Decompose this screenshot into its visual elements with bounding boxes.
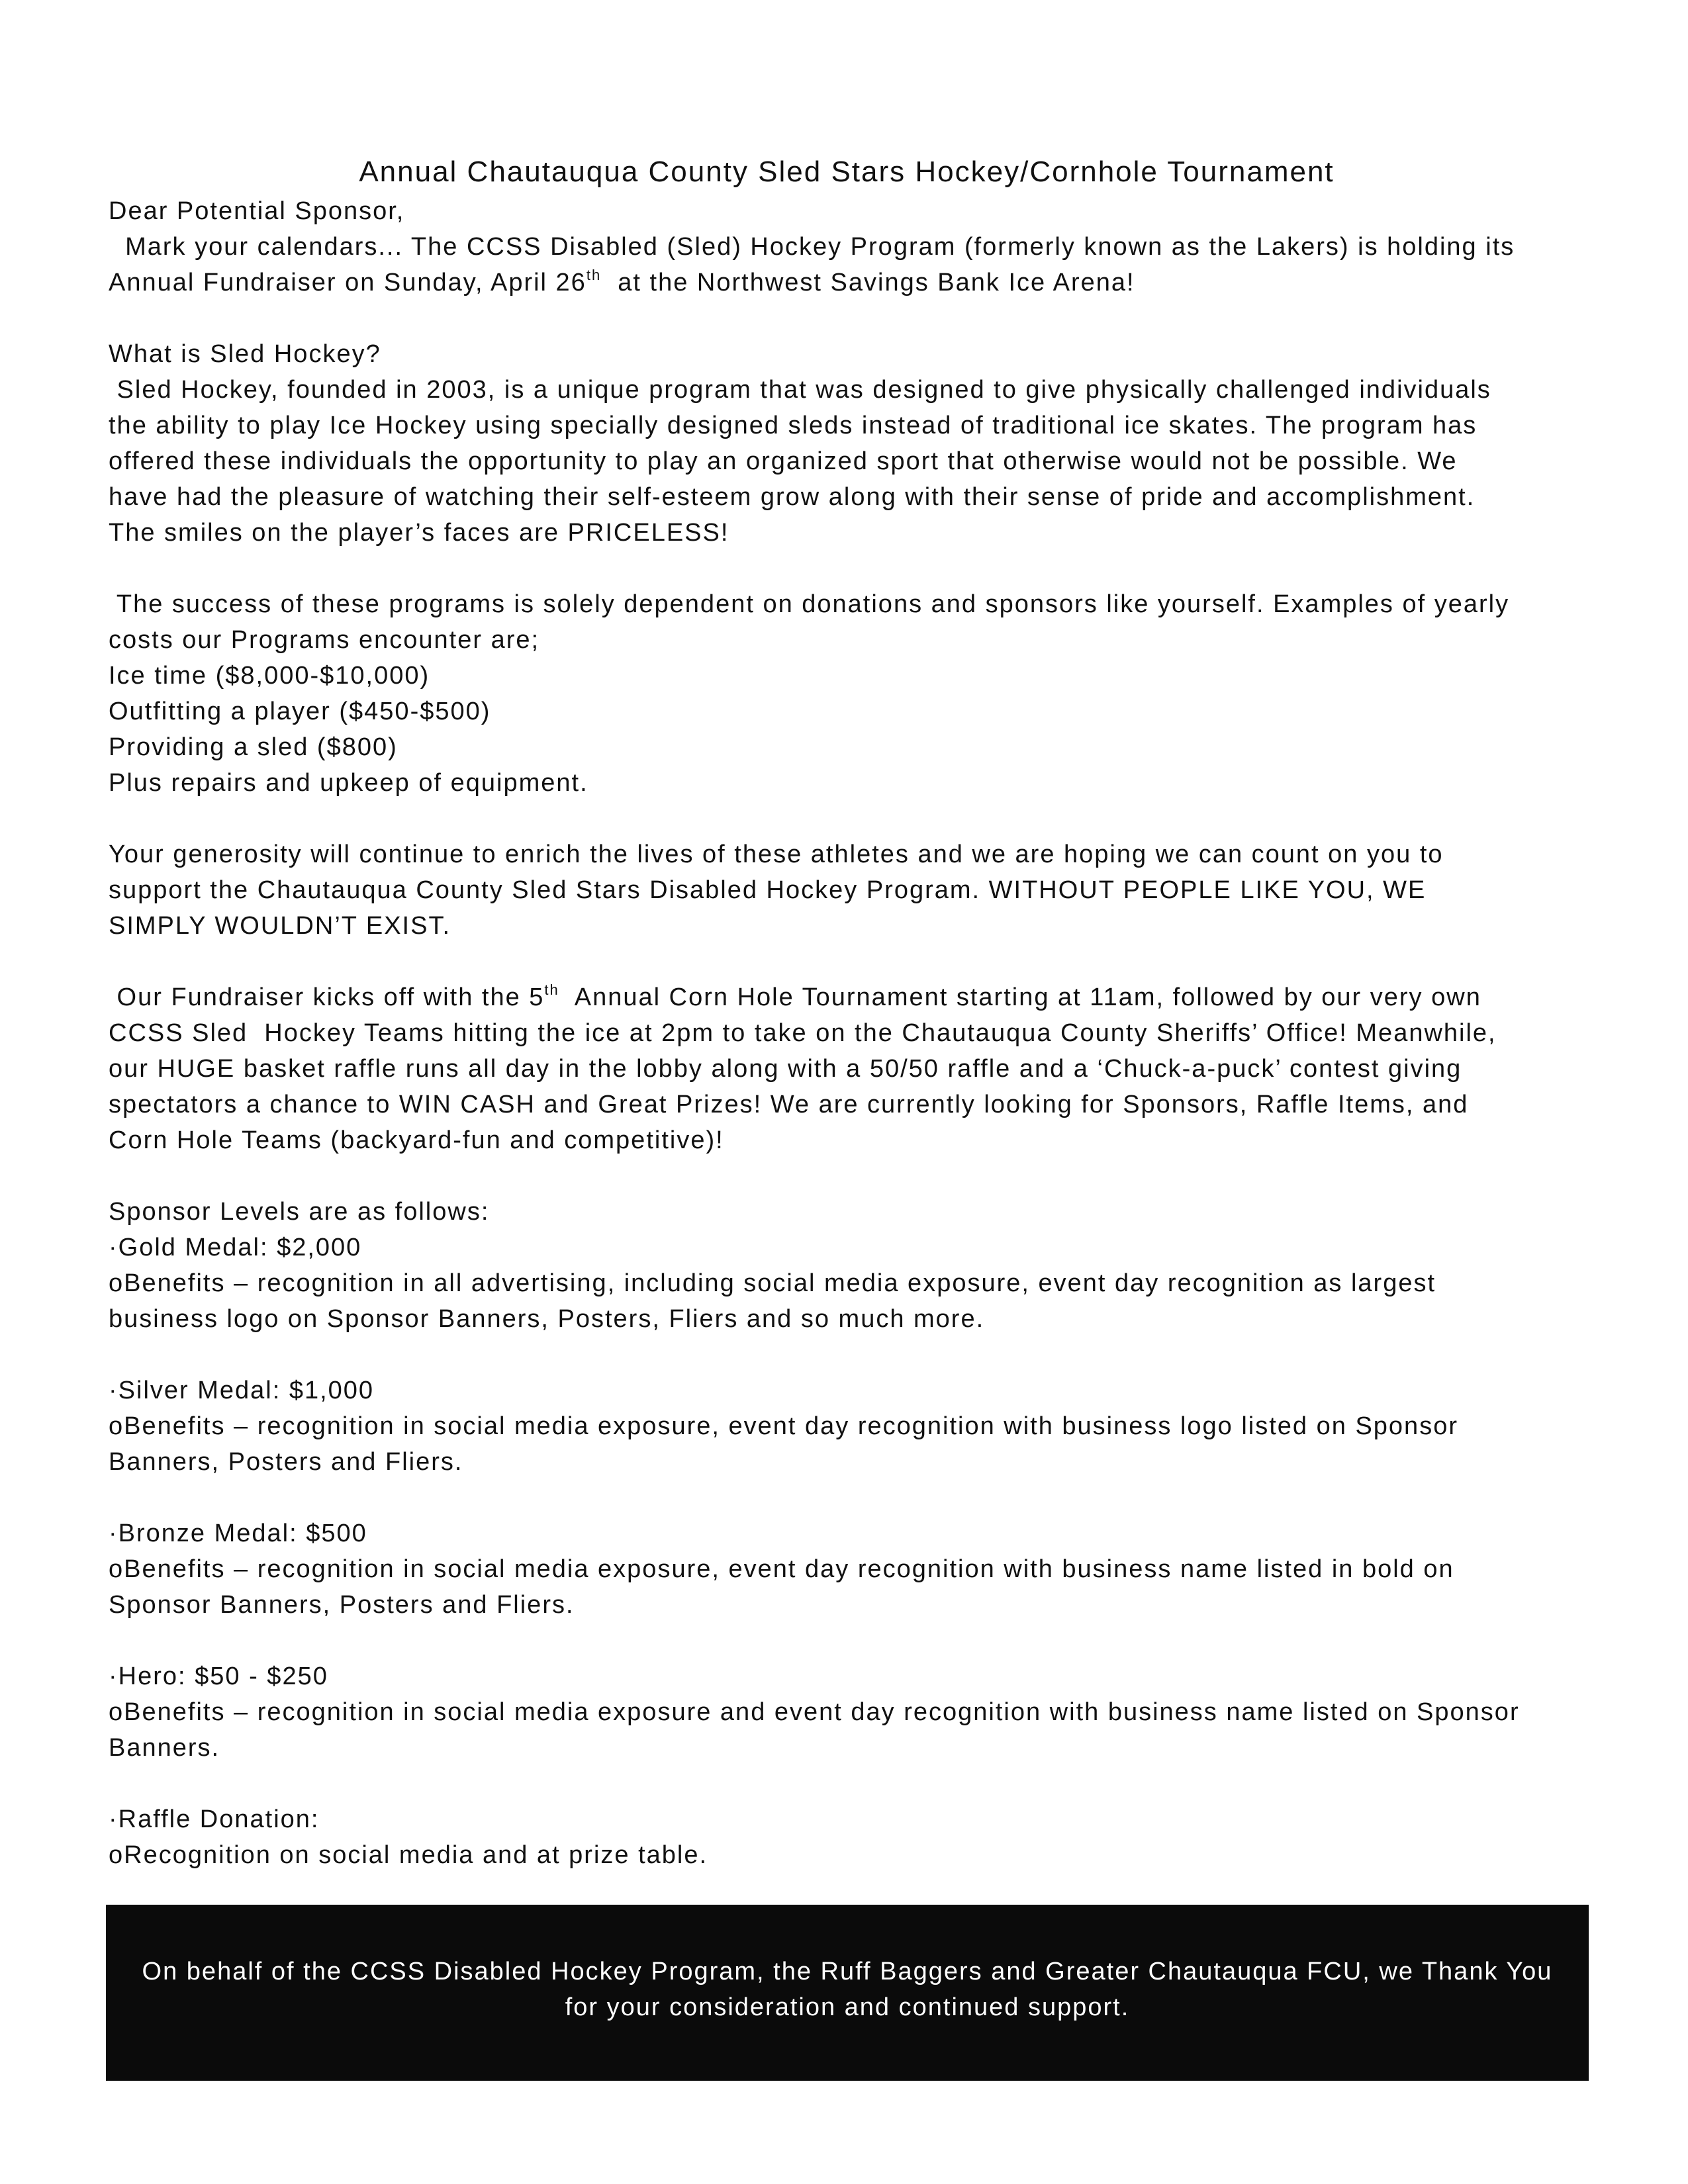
paragraph-line: Our Fundraiser kicks off with the 5th Annual Corn Hole Tournament starting at 11am, followed by our very own xyxy=(109,981,1481,1011)
ordinal-suffix: th xyxy=(544,981,559,998)
sponsor-benefit: oBenefits – recognition in social media exposure, event day recognition with business name listed in bold on xyxy=(109,1555,1454,1583)
sponsor-benefit: oBenefits – recognition in social media exposure and event day recognition with business name listed on Sponsor xyxy=(109,1698,1520,1726)
cost-item: Outfitting a player ($450-$500) xyxy=(109,698,491,725)
letter-body xyxy=(109,193,1585,1873)
paragraph-line: The success of these programs is solely dependent on donations and sponsors like yourself. Examples of yearly xyxy=(109,590,1510,618)
paragraph-line: our HUGE basket raffle runs all day in the lobby along with a 50/50 raffle and a ‘Chuck-a-puck’ contest giving xyxy=(109,1055,1462,1083)
paragraph-line: the ability to play Ice Hockey using specially designed sleds instead of traditional ice skates. The program has xyxy=(109,412,1477,439)
paragraph-line: offered these individuals the opportunity to play an organized sport that otherwise would not be possible. We xyxy=(109,447,1458,475)
sponsor-level-raffle: ·Raffle Donation: xyxy=(109,1805,320,1833)
thank-you-text xyxy=(106,1954,1589,2025)
sponsor-benefit: Sponsor Banners, Posters and Fliers. xyxy=(109,1591,575,1619)
paragraph-line: CCSS Sled Hockey Teams hitting the ice at 2pm to take on the Chautauqua County Sheriffs’ Office! Meanwhile, xyxy=(109,1019,1497,1047)
paragraph-line: Corn Hole Teams (backyard-fun and competitive)! xyxy=(109,1126,724,1154)
paragraph-line: have had the pleasure of watching their self-esteem grow along with their sense of pride and accomplishment. xyxy=(109,483,1476,511)
paragraph-line: support the Chautauqua County Sled Stars Disabled Hockey Program. WITHOUT PEOPLE LIKE YOU, WE xyxy=(109,876,1427,904)
paragraph-line: Your generosity will continue to enrich the lives of these athletes and we are hoping we can count on you to xyxy=(109,841,1444,868)
sponsor-level-silver: ·Silver Medal: $1,000 xyxy=(109,1377,375,1404)
sponsor-level-gold: ·Gold Medal: $2,000 xyxy=(109,1234,362,1261)
sponsor-benefit: business logo on Sponsor Banners, Posters, Fliers and so much more. xyxy=(109,1305,985,1333)
cost-item: Plus repairs and upkeep of equipment. xyxy=(109,769,588,797)
cost-item: Providing a sled ($800) xyxy=(109,733,398,761)
paragraph-line: Sled Hockey, founded in 2003, is a unique program that was designed to give physically challenged individuals xyxy=(109,376,1491,404)
salutation: Dear Potential Sponsor, xyxy=(109,197,405,225)
intro-line-2: Annual Fundraiser on Sunday, April 26th at the Northwest Savings Bank Ice Arena! xyxy=(109,267,1135,296)
sponsor-benefit: Banners, Posters and Fliers. xyxy=(109,1448,463,1476)
sponsor-benefit: Banners. xyxy=(109,1734,220,1762)
intro-line-1: Mark your calendars... The CCSS Disabled (Sled) Hockey Program (formerly known as the Lakers) is holding its xyxy=(109,233,1515,261)
section-heading-what-is: What is Sled Hockey? xyxy=(109,340,381,368)
thank-you-banner xyxy=(106,1905,1589,2081)
page-title: Annual Chautauqua County Sled Stars Hockey/Cornhole Tournament xyxy=(359,156,1335,188)
paragraph-line: costs our Programs encounter are; xyxy=(109,626,540,654)
paragraph-line: spectators a chance to WIN CASH and Great Prizes! We are currently looking for Sponsors, Raffle Items, and xyxy=(109,1091,1469,1118)
thank-you-line-1: On behalf of the CCSS Disabled Hockey Program, the Ruff Baggers and Greater Chautauqua FCU, we Thank You xyxy=(142,1958,1553,1985)
thank-you-line-2: for your consideration and continued support. xyxy=(565,1993,1130,2021)
sponsor-benefit: oBenefits – recognition in all advertising, including social media exposure, event day recognition as largest xyxy=(109,1269,1436,1297)
sponsor-benefit: oRecognition on social media and at prize table. xyxy=(109,1841,708,1869)
paragraph-line: SIMPLY WOULDN’T EXIST. xyxy=(109,912,451,940)
section-heading-sponsor-levels: Sponsor Levels are as follows: xyxy=(109,1198,490,1226)
sponsor-level-bronze: ·Bronze Medal: $500 xyxy=(109,1520,367,1547)
sponsor-level-hero: ·Hero: $50 - $250 xyxy=(109,1662,328,1690)
paragraph-line: The smiles on the player’s faces are PRICELESS! xyxy=(109,519,729,547)
sponsor-benefit: oBenefits – recognition in social media exposure, event day recognition with business logo listed on Sponsor xyxy=(109,1412,1458,1440)
cost-item: Ice time ($8,000-$10,000) xyxy=(109,662,430,690)
ordinal-suffix: th xyxy=(586,267,602,283)
